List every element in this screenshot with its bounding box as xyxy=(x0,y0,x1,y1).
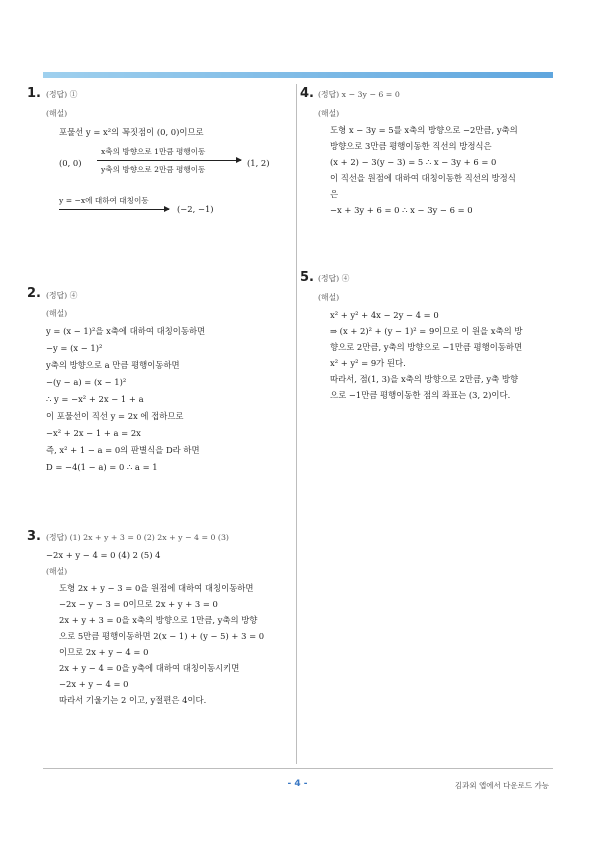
answer-line: (정답) x − 3y − 6 = 0 xyxy=(318,90,400,99)
problem-number: 5. xyxy=(300,270,314,285)
explanation-label: (해설) xyxy=(318,293,340,302)
arrow xyxy=(97,160,241,161)
arrow-top-label: y = −x에 대하여 대칭이동 xyxy=(59,196,149,205)
explanation-line: 2x + y − 4 = 0을 y축에 대하여 대칭이동시키면 xyxy=(59,663,240,673)
explanation-line: 2x + y + 3 = 0을 x축의 방향으로 1만큼, y축의 방향 xyxy=(59,615,258,625)
arrow-from-point: (0, 0) xyxy=(59,158,82,168)
explanation-line: 으로 −1만큼 평행이동한 점의 좌표는 (3, 2)이다. xyxy=(330,390,511,400)
explanation-line: 이 직선을 원점에 대하여 대칭이동한 직선의 방정식 xyxy=(330,173,516,183)
problem-number: 3. xyxy=(27,529,41,544)
explanation-line: −x² + 2x − 1 + a = 2x xyxy=(46,428,141,438)
answer-line: (정답) ① xyxy=(46,90,78,99)
arrow-bottom-label: y축의 방향으로 2만큼 평행이동 xyxy=(101,165,206,174)
page-number: - 4 - xyxy=(287,779,308,789)
arrow xyxy=(59,209,169,210)
answer-line: (정답) (1) 2x + y + 3 = 0 (2) 2x + y − 4 = 0 (3) xyxy=(46,533,229,542)
header-bar xyxy=(43,72,553,78)
problem-number: 4. xyxy=(300,86,314,101)
explanation-line: 포물선 y = x²의 꼭짓점이 (0, 0)이므로 xyxy=(59,127,204,137)
footer-rule xyxy=(43,768,553,769)
answer-line: −2x + y − 4 = 0 (4) 2 (5) 4 xyxy=(46,550,161,560)
answer-line: (정답) ④ xyxy=(318,274,350,283)
explanation-line: −2x − y − 3 = 0이므로 2x + y + 3 = 0 xyxy=(59,599,218,609)
explanation-line: 이므로 2x + y − 4 = 0 xyxy=(59,647,149,657)
explanation-line: 향으로 2만큼, y축의 방향으로 −1만큼 평행이동하면 xyxy=(330,342,523,352)
explanation-line: 은 xyxy=(330,189,339,199)
explanation-line: −(y − a) = (x − 1)² xyxy=(46,377,127,387)
explanation-line: D = −4(1 − a) = 0 ∴ a = 1 xyxy=(46,462,158,472)
explanation-line: (x + 2) − 3(y − 3) = 5 ∴ x − 3y + 6 = 0 xyxy=(330,157,497,167)
explanation-label: (해설) xyxy=(46,309,68,318)
explanation-line: ⇒ (x + 2)² + (y − 1)² = 9이므로 이 원을 x축의 방 xyxy=(330,326,523,336)
explanation-line: ∴ y = −x² + 2x − 1 + a xyxy=(46,394,144,404)
explanation-line: x² + y² + 4x − 2y − 4 = 0 xyxy=(330,310,439,320)
column-divider xyxy=(296,84,297,764)
explanation-label: (해설) xyxy=(46,567,68,576)
arrow-to-point: (−2, −1) xyxy=(177,204,214,214)
problem-number: 2. xyxy=(27,286,41,301)
explanation-line: y = (x − 1)²을 x축에 대하여 대칭이동하면 xyxy=(46,326,206,336)
problem-number: 1. xyxy=(27,86,41,101)
arrow-top-label: x축의 방향으로 1만큼 평행이동 xyxy=(101,147,206,156)
explanation-line: y축의 방향으로 a 만큼 평행이동하면 xyxy=(46,360,180,370)
explanation-line: 도형 x − 3y = 5를 x축의 방향으로 −2만큼, y축의 xyxy=(330,125,518,135)
footer-text: 김과외 앱에서 다운로드 가능 xyxy=(454,781,549,790)
explanation-line: 따라서, 점(1, 3)을 x축의 방향으로 2만큼, y축 방향 xyxy=(330,374,519,384)
explanation-line: 이 포물선이 직선 y = 2x 에 접하므로 xyxy=(46,411,184,421)
explanation-label: (해설) xyxy=(46,109,68,118)
explanation-line: 도형 2x + y − 3 = 0을 원점에 대하여 대칭이동하면 xyxy=(59,583,254,593)
explanation-line: −y = (x − 1)² xyxy=(46,343,103,353)
explanation-line: 방향으로 3만큼 평행이동한 직선의 방정식은 xyxy=(330,141,492,151)
explanation-line: −2x + y − 4 = 0 xyxy=(59,679,129,689)
arrow-to-point: (1, 2) xyxy=(247,158,270,168)
explanation-label: (해설) xyxy=(318,109,340,118)
explanation-line: 으로 5만큼 평행이동하면 2(x − 1) + (y − 5) + 3 = 0 xyxy=(59,631,265,641)
answer-line: (정답) ④ xyxy=(46,291,78,300)
explanation-line: −x + 3y + 6 = 0 ∴ x − 3y − 6 = 0 xyxy=(330,205,473,215)
explanation-line: 따라서 기울기는 2 이고, y절편은 4이다. xyxy=(59,695,207,705)
explanation-line: 즉, x² + 1 − a = 0의 판별식을 D라 하면 xyxy=(46,445,200,455)
explanation-line: x² + y² = 9가 된다. xyxy=(330,358,406,368)
